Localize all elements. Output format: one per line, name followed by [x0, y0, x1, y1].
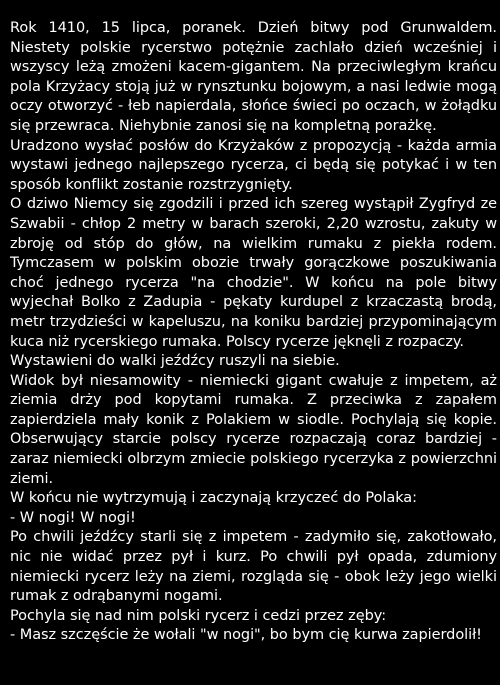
story-paragraph: Po chwili jeźdźcy starli się z impetem - zadymiło się, zakotłowało, nic nie widać przez pył i kurz. Po chwili pył opada, zdumiony niemiecki rycerz leży na ziemi, rozgląda się - obok leży jego wielki rumak z odrąbanymi nogami. — [10, 529, 497, 605]
story-dialogue-line: - W nogi! W nogi! — [10, 509, 136, 526]
story-text — [10, 19, 497, 646]
story-paragraph: Rok 1410, 15 lipca, poranek. Dzień bitwy pod Grunwaldem. Niestety polskie rycerstwo potężnie zachlało dzień wcześniej i wszyscy leżą zmożeni kacem-gigantem. Na przeciwległym krańcu pola Krzyżacy stoją już w rynsztunku bojowym, a nasi ledwie mogą oczy otworzyć - łeb napierdala, słońce świeci po oczach, w żołądku się przewraca. Niehybnie zanosi się na kompletną porażkę. — [10, 20, 497, 134]
story-dialogue-line: - Masz szczęście że wołali "w nogi", bo bym cię kurwa zapierdolił! — [10, 627, 482, 644]
story-paragraph: Widok był niesamowity - niemiecki gigant cwałuje z impetem, aż ziemia drży pod kopytami rumaka. Z przeciwka z zapałem zapierdziela mały konik z Polakiem w siodle. Pochylają się kopie. Obserwujący starcie polscy rycerze rozpaczają coraz bardziej - zaraz niemiecki olbrzym zmiecie polskiego rycerzyka z powierzchni ziemi. — [10, 372, 497, 487]
story-paragraph: Pochyla się nad nim polski rycerz i cedzi przez zęby: — [10, 607, 387, 624]
story-paragraph: Wystawieni do walki jeźdźcy ruszyli na siebie. — [10, 353, 340, 370]
story-paragraph: O dziwo Niemcy się zgodzili i przed ich szereg wystąpił Zygfryd ze Szwabii - chłop 2 metry w barach szeroki, 2,20 wzrostu, zakuty w zbroję od stóp do głów, na wielkim rumaku z piekła rodem. Tymczasem w polskim obozie trwały gorączkowe poszukiwania choć jednego rycerza "na chodzie". W końcu na pole bitwy wyjechał Bolko z Zadupia - pękaty kurdupel z krzaczastą brodą, metr trzydzieści w kapeluszu, na koniku bardziej przypominającym kuca niż rycerskiego rumaka. Polscy rycerze jęknęli z rozpaczy. — [10, 196, 497, 350]
story-paragraph: W końcu nie wytrzymują i zaczynają krzyczeć do Polaka: — [10, 490, 417, 507]
story-paragraph: Uradzono wysłać posłów do Krzyżaków z propozycją - każda armia wystawi jednego najlepszego rycerza, ci będą się potykać i w ten sposób konflikt zostanie rozstrzygnięty. — [10, 137, 497, 193]
